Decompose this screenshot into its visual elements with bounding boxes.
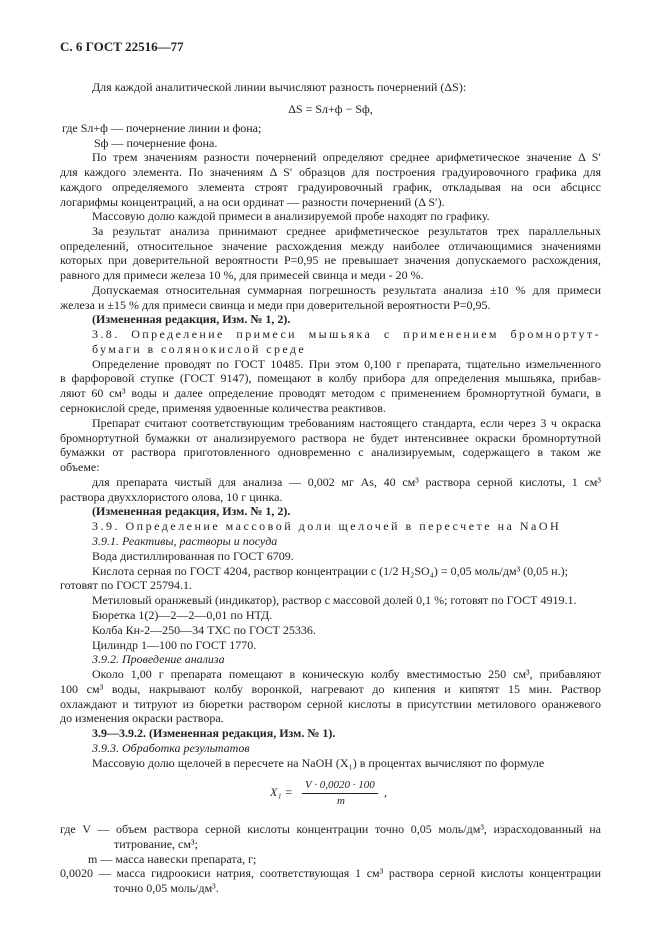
paragraph-line: железа и ±15 % для примеси свинца и меди при доверительной вероятности P=0,95. [60,298,491,312]
paragraph-line: раствора двуххлористого олова, 10 г цинка. [60,490,283,504]
paragraph-line: ляют 60 см³ воды и далее определение проводят методом с применением бромнортутной бумаги, в [60,386,601,400]
legend-line: титрование, см³; [114,837,198,851]
paragraph-line: равного для примеси железа 10 %, для примесей свинца и меди - 20 %. [60,268,424,282]
paragraph-line: бромнортутной бумажки от анализируемого раствора не будет интенсивнее окраски бромнортутной [60,431,601,445]
legend-line: где V — объем раствора серной кислоты концентрации точно 0,05 моль/дм³, израсходованный на [60,822,601,836]
paragraph-line: логарифмы концентраций, а на оси ординат — разности почернений (Δ S′). [60,195,445,209]
page-header: С. 6 ГОСТ 22516—77 [60,40,184,54]
paragraph-line: Определение проводят по ГОСТ 10485. При этом 0,100 г препарата, тщательно измельченного [92,357,601,371]
paragraph-line: Бюретка 1(2)—2—2—0,01 по НТД. [92,608,273,622]
section-heading: 3.8. Определение примеси мышьяка с применением бромнортут- [92,327,601,341]
formula-tail: , [384,785,387,799]
paragraph-line: для каждого элемента. По значениям Δ S′ образцов для построения градуировочного графика для [60,165,601,179]
legend-line: где Sл+ф — почернение линии и фона; [62,121,262,135]
amendment-note: (Измененная редакция, Изм. № 1, 2). [92,312,291,326]
section-heading: 3.9. Определение массовой доли щелочей в пересчете на NaOH [92,519,562,533]
paragraph-line: По трем значениям разности почернений определяют среднее арифметическое значение Δ S′ [92,150,601,164]
formula-delta-s: ΔS = Sл+ф − Sф, [288,102,373,116]
paragraph-line: 100 см³ воды, накрывают колбу воронкой, нагревают до кипения и кипятят 15 мин. Раствор [60,682,601,696]
section-heading: бумаги в солянокислой среде [92,342,307,356]
paragraph-line: объеме: [60,460,100,474]
paragraph-line: Метиловый оранжевый (индикатор), раствор с массовой долей 0,1 %; готовят по ГОСТ 4919.1. [92,593,577,607]
paragraph-line: Допускаемая относительная суммарная погрешность результата анализа ±10 % для примеси [92,283,601,297]
paragraph-line: Массовую долю щелочей в пересчете на NaOH (X₁) в процентах вычисляют по формуле [92,756,545,770]
paragraph-line: которых при доверительной вероятности P=0,95 не превышает значения допускаемого расхождения, [60,253,601,267]
legend-line: m — масса навески препарата, г; [88,852,257,866]
legend-line: 0,0020 — масса гидроокиси натрия, соответствующая 1 см³ раствора серной кислоты концентрации [60,866,601,880]
paragraph-line: Для каждой аналитической линии вычисляют разность почернений (ΔS): [92,80,467,94]
legend-line: Sф — почернение фона. [94,136,218,150]
paragraph-line: определений, относительное значение расхождения между наиболее отличающимися значениями [60,239,601,253]
amendment-note: 3.9—3.9.2. (Измененная редакция, Изм. № 1). [92,726,336,740]
paragraph-line: в фарфоровой ступке (ГОСТ 9147), помещают в колбу прибора для определения мышьяка, прибав- [60,371,601,385]
paragraph-line: готовят по ГОСТ 25794.1. [60,578,193,592]
paragraph-line: Колба Кн-2—250—34 ТХС по ГОСТ 25336. [92,623,316,637]
formula-denominator: m [337,795,345,807]
paragraph-line: каждого определяемого элемента строят градуировочный график, откладывая на оси абсцисс [60,180,601,194]
paragraph-line: охлаждают и титруют из бюретки раствором серной кислоты в присутствии метилового оранжевого [60,697,601,711]
paragraph-line: сернокислой среде, применяя удвоенные количества реактивов. [60,401,386,415]
paragraph-line: Массовую долю каждой примеси в анализируемой пробе находят по графику. [92,209,490,223]
paragraph-line: Около 1,00 г препарата помещают в коническую колбу вместимостью 250 см³, прибавляют [92,667,601,681]
paragraph-line: Препарат считают соответствующим требованиям настоящего стандарта, если через 3 ч окраска [92,416,601,430]
paragraph-line: бумажки от раствора приготовленного одновременно с анализируемым, содержащего в таком же [60,445,601,459]
paragraph-line: Цилиндр 1—100 по ГОСТ 1770. [92,638,257,652]
paragraph-line: для препарата чистый для анализа — 0,002 мг As, 40 см³ раствора серной кислоты, 1 см³ [92,475,601,489]
paragraph-line: Кислота серная по ГОСТ 4204, раствор концентрации c (1/2 H₂SO₄) = 0,05 моль/дм³ (0,05 н.); [92,564,568,578]
amendment-note: (Измененная редакция, Изм. № 1, 2). [92,504,291,518]
paragraph-line: За результат анализа принимают среднее арифметическое результатов трех параллельных [92,224,601,238]
formula-numerator: V · 0,0020 · 100 [305,779,375,791]
subsection-heading: 3.9.3. Обработка результатов [92,741,250,755]
subsection-heading: 3.9.2. Проведение анализа [92,652,225,666]
paragraph-line: Вода дистиллированная по ГОСТ 6709. [92,549,294,563]
paragraph-line: до изменения окраски раствора. [60,711,224,725]
legend-line: точно 0,05 моль/дм³. [114,881,219,895]
fraction-bar [302,793,378,794]
subsection-heading: 3.9.1. Реактивы, растворы и посуда [92,534,278,548]
formula-lhs: X₁ = [270,785,293,799]
